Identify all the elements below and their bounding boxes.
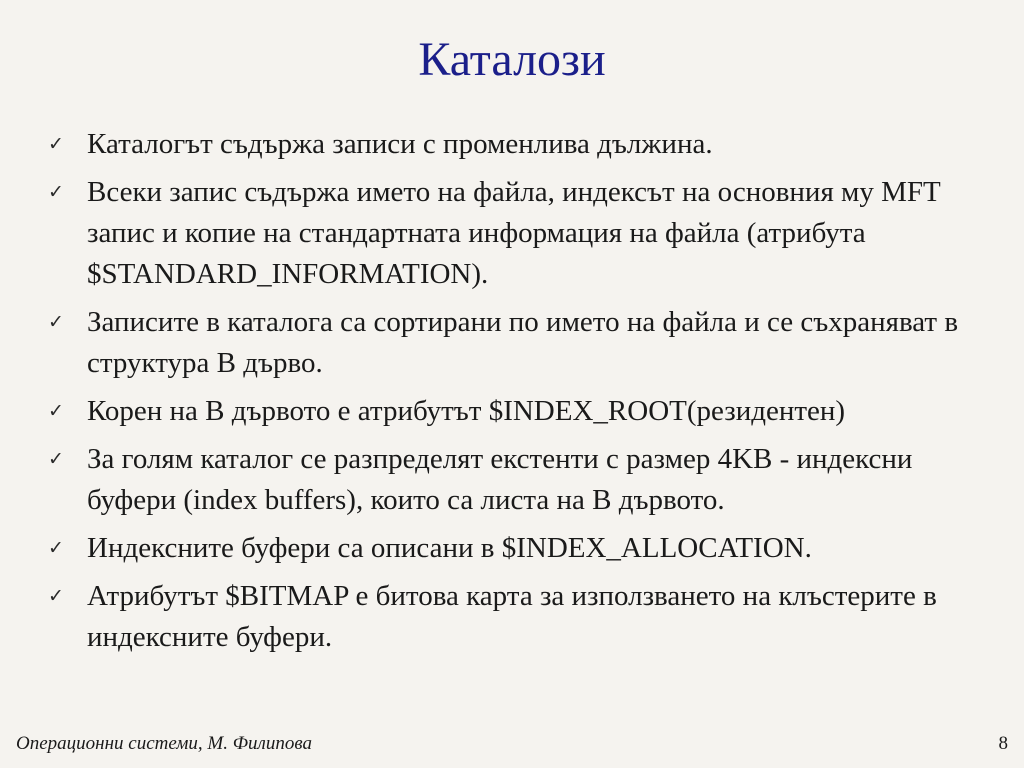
bullet-item	[46, 528, 996, 569]
bullet-text: Индексните буфери са описани в $INDEX_ALLOCATION.	[87, 532, 812, 564]
checkmark-icon: ✓	[48, 537, 64, 559]
bullet-item	[46, 124, 996, 165]
bullet-item	[46, 172, 996, 295]
checkmark-icon: ✓	[48, 311, 64, 333]
bullet-item	[46, 439, 996, 521]
bullet-text: Корен на B дървото е атрибутът $INDEX_ROOT(резидентен)	[87, 395, 846, 427]
checkmark-icon: ✓	[48, 448, 64, 470]
bullet-text: Атрибутът $BITMAP е битова карта за използването на клъстерите в индексните буфери.	[87, 580, 937, 653]
bullet-text: Каталогът съдържа записи с променлива дължина.	[87, 128, 713, 160]
checkmark-icon: ✓	[48, 585, 64, 607]
bullet-item	[46, 391, 996, 432]
bullet-text: Всеки запис съдържа името на файла, индексът на основния му MFT запис и копие на стандартната информация на файла (атрибута $STANDARD_INFORMATION).	[87, 176, 941, 290]
checkmark-icon: ✓	[48, 133, 64, 155]
bullet-item	[46, 302, 996, 384]
bullet-text: Записите в каталога са сортирани по името на файла и се съхраняват в структура B дърво.	[87, 306, 959, 379]
bullet-list	[46, 124, 996, 665]
bullet-text: За голям каталог се разпределят екстенти с размер 4KB - индексни буфери (index buffers), които са листа на B дървото.	[87, 443, 913, 516]
checkmark-icon: ✓	[48, 400, 64, 422]
slide-title: Каталози	[418, 33, 606, 86]
page-number: 8	[998, 733, 1008, 754]
checkmark-icon: ✓	[48, 181, 64, 203]
bullet-item	[46, 576, 996, 658]
footer-author: Операционни системи, М. Филипова	[16, 733, 312, 754]
